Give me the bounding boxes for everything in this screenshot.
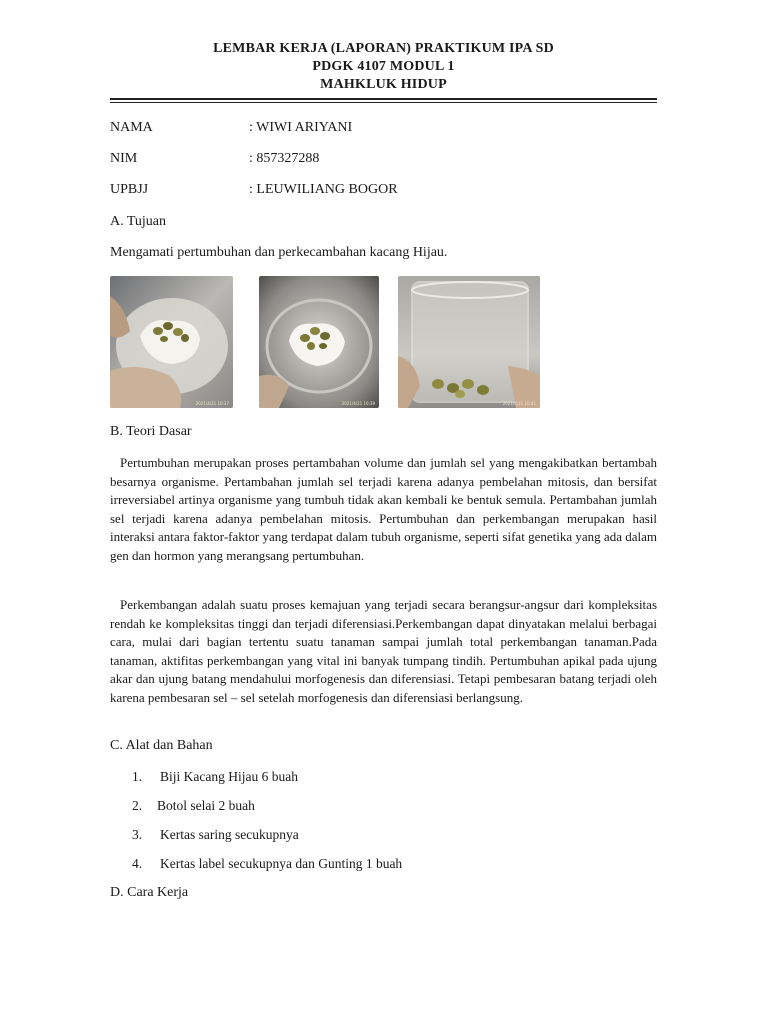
- list-item-number: 1.: [132, 769, 143, 784]
- photo-seeds-in-jar: [259, 276, 379, 408]
- content: [110, 0, 657, 1024]
- photo-seeds-on-tissue: [110, 276, 233, 408]
- nama-label: NAMA: [110, 120, 153, 135]
- photo-seeds-jar-side: [398, 276, 540, 408]
- section-a-text: Mengamati pertumbuhan dan perkecambahan kacang Hijau.: [110, 245, 448, 260]
- list-item: [132, 827, 299, 843]
- nama-value: : WIWI ARIYANI: [249, 120, 353, 135]
- doc-title-line1: LEMBAR KERJA (LAPORAN) PRAKTIKUM IPA SD: [213, 41, 554, 56]
- section-d-title: D. Cara Kerja: [110, 885, 189, 900]
- photo-timestamp: 2021/4/21 10:41: [502, 401, 536, 406]
- list-item-text: Kertas saring secukupnya: [160, 827, 299, 842]
- photo-timestamp: 2021/4/21 10:37: [195, 401, 229, 406]
- doc-title-line2: PDGK 4107 MODUL 1: [312, 59, 455, 74]
- section-c-title: C. Alat dan Bahan: [110, 738, 213, 753]
- list-item-text: Biji Kacang Hijau 6 buah: [160, 769, 298, 784]
- section-a-title: A. Tujuan: [110, 214, 167, 229]
- section-b-title: B. Teori Dasar: [110, 424, 192, 439]
- list-item-text: Kertas label secukupnya dan Gunting 1 buah: [160, 856, 403, 871]
- list-item-number: 2.: [132, 798, 143, 813]
- list-item: [132, 856, 402, 872]
- list-item: [132, 798, 255, 814]
- upbjj-value: : LEUWILIANG BOGOR: [249, 182, 398, 197]
- list-item-number: 3.: [132, 827, 143, 842]
- upbjj-label: UPBJJ: [110, 182, 149, 197]
- list-item-number: 4.: [132, 856, 143, 871]
- nim-label: NIM: [110, 151, 138, 166]
- section-b-paragraph-1: Pertumbuhan merupakan proses pertambahan volume dan jumlah sel yang mengakibatkan bertambah besarnya organisme. Pertambahan jumlah sel terjadi karena adanya pembelahan mitosis, dan bersifat irreversiabel artinya organisme yang tumbuh tidak akan kembali ke bentuk semula. Pertambahan jumlah sel terjadi karena adanya pembelahan mitosis. Pertumbuhan dan perkembangan merupakan hasil interaksi antara faktor-faktor yang terdapat dalam tubuh organisme, seperti sifat genetika yang ada dalam gen dan hormon yang merangsang pertumbuhan.: [110, 455, 657, 563]
- section-b-paragraph-2: Perkembangan adalah suatu proses kemajuan yang terjadi secara berangsur-angsur dari kompleksitas rendah ke kompleksitas tinggi dan terjadi diferensiasi.Perkembangan dapat dinyatakan melalui berbagai cara, mulai dari bagian tertentu suatu tanaman sampai jumlah total perkembangan tanaman.Pada tanaman, aktifitas perkembangan yang vital ini banyak tumpang tindih. Pertumbuhan apikal pada ujung akar dan ujung batang mendahului morfogenesis dan diferensiasi. Tetapi pembesaran batang terjadi oleh karena pembesaran sel – sel setelah morfogenesis dan diferensiasi berlangsung.: [110, 597, 657, 705]
- list-item: [132, 769, 298, 785]
- photo-timestamp: 2021/4/21 10:39: [341, 401, 375, 406]
- nim-value: : 857327288: [249, 151, 320, 166]
- list-item-text: Botol selai 2 buah: [157, 798, 255, 813]
- doc-title-line3: MAHKLUK HIDUP: [320, 77, 447, 92]
